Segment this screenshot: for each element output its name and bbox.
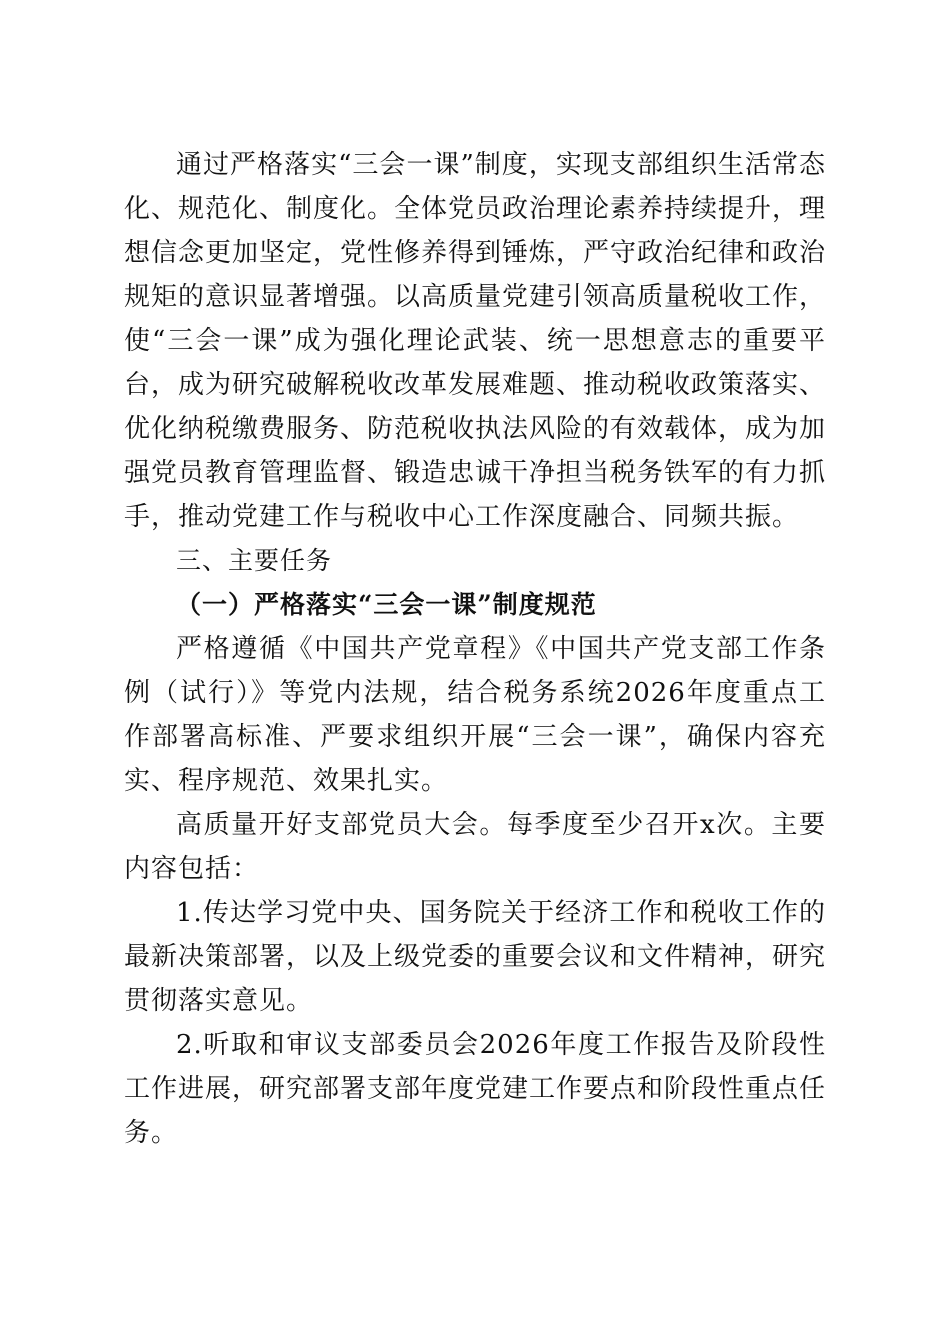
- list-item-2: 2.听取和审议支部委员会2026年度工作报告及阶段性工作进展，研究部署支部年度党建工作要点和阶段性重点任务。: [124, 1030, 827, 1148]
- paragraph-regulations: 严格遵循《中国共产党章程》《中国共产党支部工作条例（试行）》等党内法规，结合税务系统2026年度重点工作部署高标准、严要求组织开展“三会一课”，确保内容充实、程序规范、效果扎实。: [124, 634, 826, 796]
- section-heading-main-tasks: 三、主要任务: [176, 546, 333, 575]
- paragraph-goals: 通过严格落实“三会一课”制度，实现支部组织生活常态化、规范化、制度化。全体党员政治理论素养持续提升，理想信念更加坚定，党性修养得到锤炼，严守政治纪律和政治规矩的意识显著增强。以高质量党建引领高质量税收工作，使“三会一课”成为强化理论武装、统一思想意志的重要平台，成为研究破解税收改革发展难题、推动税收政策落实、优化纳税缴费服务、防范税收执法风险的有效载体，成为加强党员教育管理监督、锻造忠诚干净担当税务铁军的有力抓手，推动党建工作与税收中心工作深度融合、同频共振。: [124, 150, 827, 532]
- list-item-1: 1.传达学习党中央、国务院关于经济工作和税收工作的最新决策部署，以及上级党委的重要会议和文件精神，研究贯彻落实意见。: [124, 898, 827, 1016]
- document-body: [124, 143, 826, 1155]
- subsection-heading-1: （一）严格落实“三会一课”制度规范: [176, 590, 597, 619]
- paragraph-party-congress: 高质量开好支部党员大会。每季度至少召开x次。主要内容包括：: [124, 810, 826, 884]
